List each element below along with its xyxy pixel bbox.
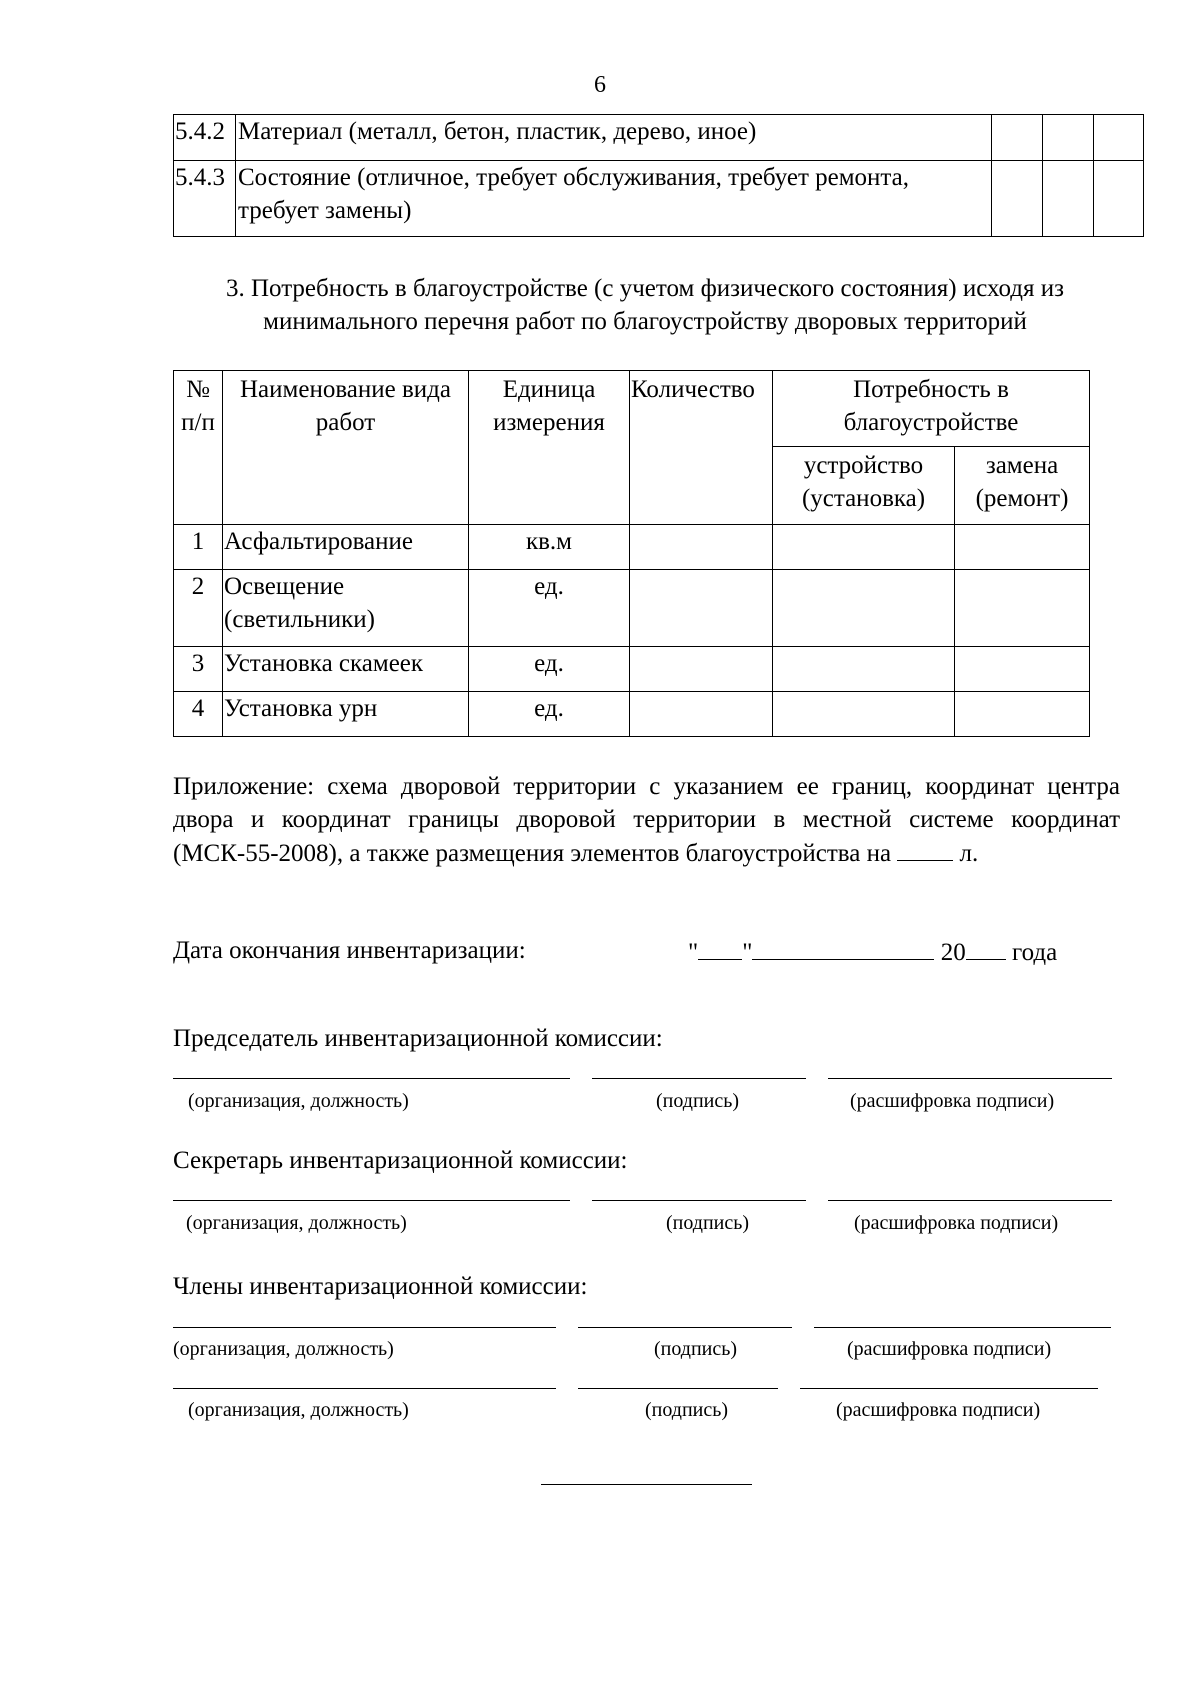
row-number: 2 — [174, 570, 223, 647]
signature-line[interactable] — [592, 1200, 806, 1201]
year-suffix: года — [1011, 939, 1058, 966]
caption-org: (организация, должность) — [188, 1090, 409, 1112]
table-row — [174, 525, 1090, 570]
section-title: 3. Потребность в благоустройстве (с учетом физического состояния) исходя из минимального перечня работ по благоустройству дворовых территорий — [225, 275, 1065, 335]
end-divider — [541, 1484, 752, 1485]
appendix-text: Приложение: схема дворовой территории с указанием ее границ, координат центра двора и координат границы дворовой территории в местной системе координат (МСК-55-2008), а также размещения элементов благоустройства на — [173, 773, 1120, 867]
inventory-table-continued — [173, 114, 1144, 237]
row-quantity — [630, 525, 773, 570]
row-unit: кв.м — [469, 525, 630, 570]
header-need: Потребность в благоустройстве — [773, 371, 1090, 447]
table-row — [174, 692, 1090, 737]
row-install — [773, 692, 955, 737]
header-unit: Единица измерения — [469, 371, 630, 525]
row-install — [773, 525, 955, 570]
header-install: устройство (установка) — [773, 447, 955, 525]
header-work-name: Наименование вида работ — [223, 371, 469, 525]
table-header-row — [174, 371, 1090, 447]
page-number: 6 — [594, 72, 606, 98]
header-replace: замена (ремонт) — [955, 447, 1090, 525]
appendix-suffix: л. — [959, 840, 979, 867]
row-replace — [955, 525, 1090, 570]
row-unit: ед. — [469, 647, 630, 692]
caption-sign: (подпись) — [656, 1090, 740, 1112]
header-quantity: Количество — [630, 371, 773, 525]
month-blank[interactable] — [752, 934, 934, 960]
decode-line[interactable] — [800, 1388, 1098, 1389]
row-quantity — [630, 647, 773, 692]
row-text: Материал (металл, бетон, пластик, дерево, иное) — [236, 115, 992, 161]
row-unit: ед. — [469, 692, 630, 737]
row-unit: ед. — [469, 570, 630, 647]
row-replace — [955, 570, 1090, 647]
row-work-name: Асфальтирование — [223, 525, 469, 570]
value-cell — [1043, 115, 1094, 161]
date-label: Дата окончания инвентаризации: — [173, 937, 526, 964]
row-install — [773, 570, 955, 647]
row-number: 4 — [174, 692, 223, 737]
table-row — [174, 570, 1090, 647]
row-work-name: Освещение (светильники) — [223, 570, 469, 647]
row-number: 3 — [174, 647, 223, 692]
caption-sign: (подпись) — [645, 1399, 729, 1421]
row-work-name: Установка урн — [223, 692, 469, 737]
caption-decode: (расшифровка подписи) — [850, 1090, 1055, 1112]
secretary-label: Секретарь инвентаризационной комиссии: — [173, 1147, 628, 1174]
signature-line[interactable] — [578, 1327, 792, 1328]
org-position-line[interactable] — [173, 1388, 556, 1389]
date-field — [688, 934, 1057, 969]
year-prefix: 20 — [940, 939, 966, 966]
row-replace — [955, 692, 1090, 737]
header-number: № п/п — [174, 371, 223, 525]
value-cell — [1043, 161, 1094, 237]
row-quantity — [630, 570, 773, 647]
signature-line[interactable] — [592, 1078, 806, 1079]
row-number: 5.4.3 — [174, 161, 236, 237]
value-cell — [1094, 161, 1144, 237]
row-quantity — [630, 692, 773, 737]
quote-open: " — [688, 939, 699, 966]
table-row — [174, 115, 1144, 161]
appendix-paragraph — [173, 770, 1120, 870]
caption-decode: (расшифровка подписи) — [847, 1338, 1052, 1360]
works-table — [173, 370, 1090, 737]
value-cell — [992, 115, 1043, 161]
chairman-label: Председатель инвентаризационной комиссии: — [173, 1025, 663, 1052]
day-blank[interactable] — [698, 934, 742, 960]
caption-decode: (расшифровка подписи) — [836, 1399, 1041, 1421]
row-install — [773, 647, 955, 692]
sheet-count-blank[interactable] — [897, 836, 953, 861]
year-blank[interactable] — [966, 934, 1006, 960]
caption-sign: (подпись) — [666, 1212, 750, 1234]
org-position-line[interactable] — [173, 1200, 570, 1201]
decode-line[interactable] — [828, 1078, 1112, 1079]
row-text: Состояние (отличное, требует обслуживания, требует ремонта, требует замены) — [236, 161, 992, 237]
caption-decode: (расшифровка подписи) — [854, 1212, 1059, 1234]
row-replace — [955, 647, 1090, 692]
signature-line[interactable] — [578, 1388, 778, 1389]
quote-close: " — [742, 939, 753, 966]
caption-sign: (подпись) — [654, 1338, 738, 1360]
decode-line[interactable] — [828, 1200, 1112, 1201]
table-row — [174, 161, 1144, 237]
members-label: Члены инвентаризационной комиссии: — [173, 1273, 588, 1300]
row-work-name: Установка скамеек — [223, 647, 469, 692]
decode-line[interactable] — [814, 1327, 1111, 1328]
caption-org: (организация, должность) — [188, 1399, 409, 1421]
value-cell — [992, 161, 1043, 237]
caption-org: (организация, должность) — [186, 1212, 407, 1234]
org-position-line[interactable] — [173, 1078, 570, 1079]
row-number: 1 — [174, 525, 223, 570]
caption-org: (организация, должность) — [173, 1338, 394, 1360]
value-cell — [1094, 115, 1144, 161]
table-row — [174, 647, 1090, 692]
org-position-line[interactable] — [173, 1327, 556, 1328]
row-number: 5.4.2 — [174, 115, 236, 161]
